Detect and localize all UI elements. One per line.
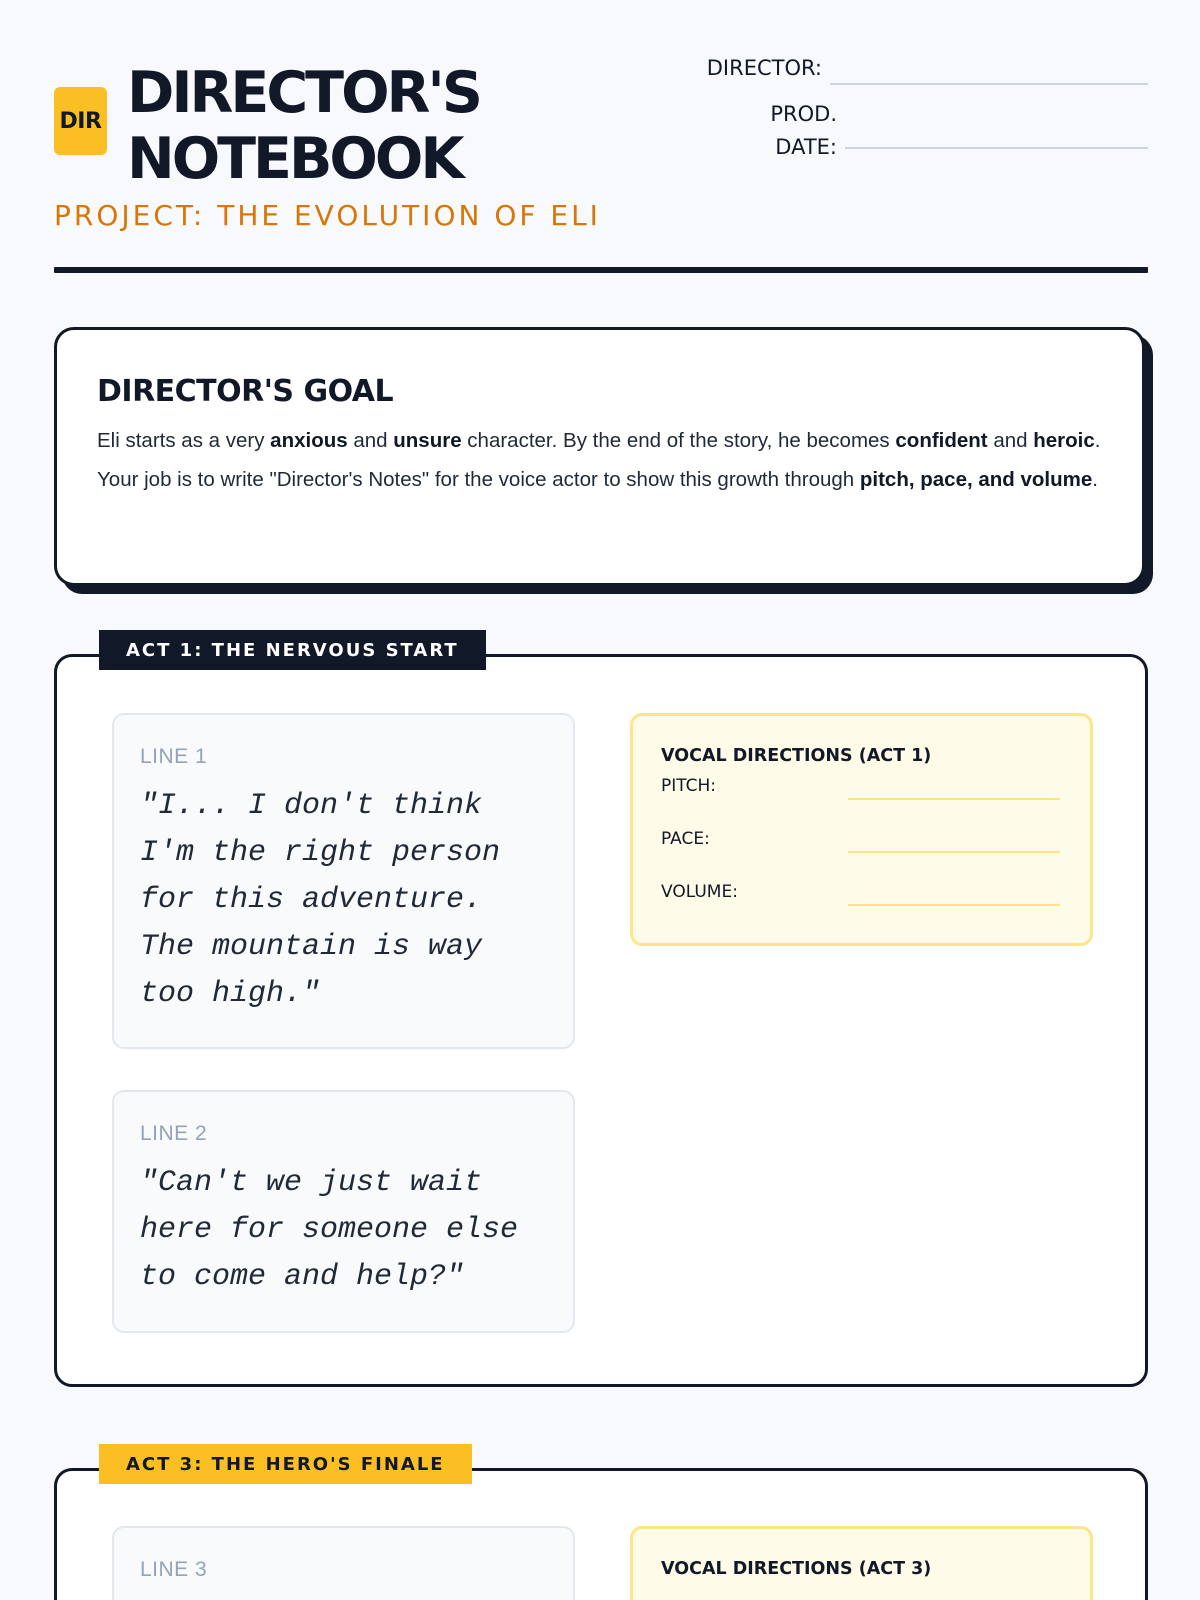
pace-row <box>661 815 1062 868</box>
pitch-row <box>661 762 1062 815</box>
act-1-vocal-directions <box>630 713 1093 946</box>
header-divider <box>54 267 1148 273</box>
prod-date-label-line-2: DATE: <box>775 135 837 159</box>
pitch-field[interactable] <box>848 798 1060 800</box>
goal-emphasis-techniques: pitch, pace, and volume <box>859 468 1093 491</box>
line-3-box <box>112 1526 575 1600</box>
directors-goal-card <box>54 327 1145 586</box>
header-fields <box>688 56 1148 176</box>
goal-text-part: and <box>987 429 1034 452</box>
pace-field[interactable] <box>848 851 1060 853</box>
goal-text <box>97 421 1102 499</box>
prod-date-field[interactable] <box>845 147 1148 149</box>
notebook-header <box>54 56 1148 276</box>
goal-text-part: Eli starts as a very <box>97 429 271 452</box>
goal-text-part: character. By the end of the story, he becomes <box>461 429 896 452</box>
goal-text-part: . Your job is to write "Director's Notes" for the voice actor to show this growth through <box>97 429 1101 491</box>
line-2-quote: "Can't we just wait here for someone else to come and help?" <box>140 1166 519 1294</box>
page-title-line-2: NOTEBOOK <box>127 126 462 192</box>
line-2-label: LINE 2 <box>140 1122 208 1145</box>
prod-date-label-line-1: PROD. <box>770 102 837 126</box>
pace-label: PACE: <box>661 829 710 849</box>
act-1-card <box>54 639 1148 1387</box>
line-1-box <box>112 713 575 1049</box>
director-field[interactable] <box>830 83 1148 85</box>
line-1-label: LINE 1 <box>140 745 208 768</box>
page-title <box>127 60 480 192</box>
volume-label: VOLUME: <box>661 882 738 902</box>
act-3-vocal-directions <box>630 1526 1093 1600</box>
page-title-line-1: DIRECTOR'S <box>127 60 480 126</box>
act-1-tab: ACT 1: THE NERVOUS START <box>99 630 486 670</box>
act-1-vocal-title: VOCAL DIRECTIONS (ACT 1) <box>661 746 932 766</box>
goal-emphasis-unsure: unsure <box>393 429 462 452</box>
line-1-quote: "I... I don't think I'm the right person for this adventure. The mountain is way too high." <box>140 789 501 1011</box>
goal-title: DIRECTOR'S GOAL <box>97 374 394 409</box>
goal-emphasis-anxious: anxious <box>270 429 348 452</box>
dir-logo: DIR <box>54 87 107 155</box>
line-3-label: LINE 3 <box>140 1558 208 1581</box>
act-3-tab: ACT 3: THE HERO'S FINALE <box>99 1444 472 1484</box>
project-subtitle: PROJECT: THE EVOLUTION OF ELI <box>54 199 601 232</box>
goal-text-part: and <box>347 429 394 452</box>
goal-emphasis-confident: confident <box>895 429 988 452</box>
volume-row <box>661 868 1062 921</box>
act-3-card <box>54 1453 1148 1600</box>
volume-field[interactable] <box>848 904 1060 906</box>
director-label: DIRECTOR: <box>706 56 822 80</box>
act-3-vocal-title: VOCAL DIRECTIONS (ACT 3) <box>661 1559 932 1579</box>
pitch-label: PITCH: <box>661 776 717 796</box>
goal-text-part: . <box>1092 468 1098 491</box>
line-2-box <box>112 1090 575 1333</box>
goal-emphasis-heroic: heroic <box>1033 429 1095 452</box>
